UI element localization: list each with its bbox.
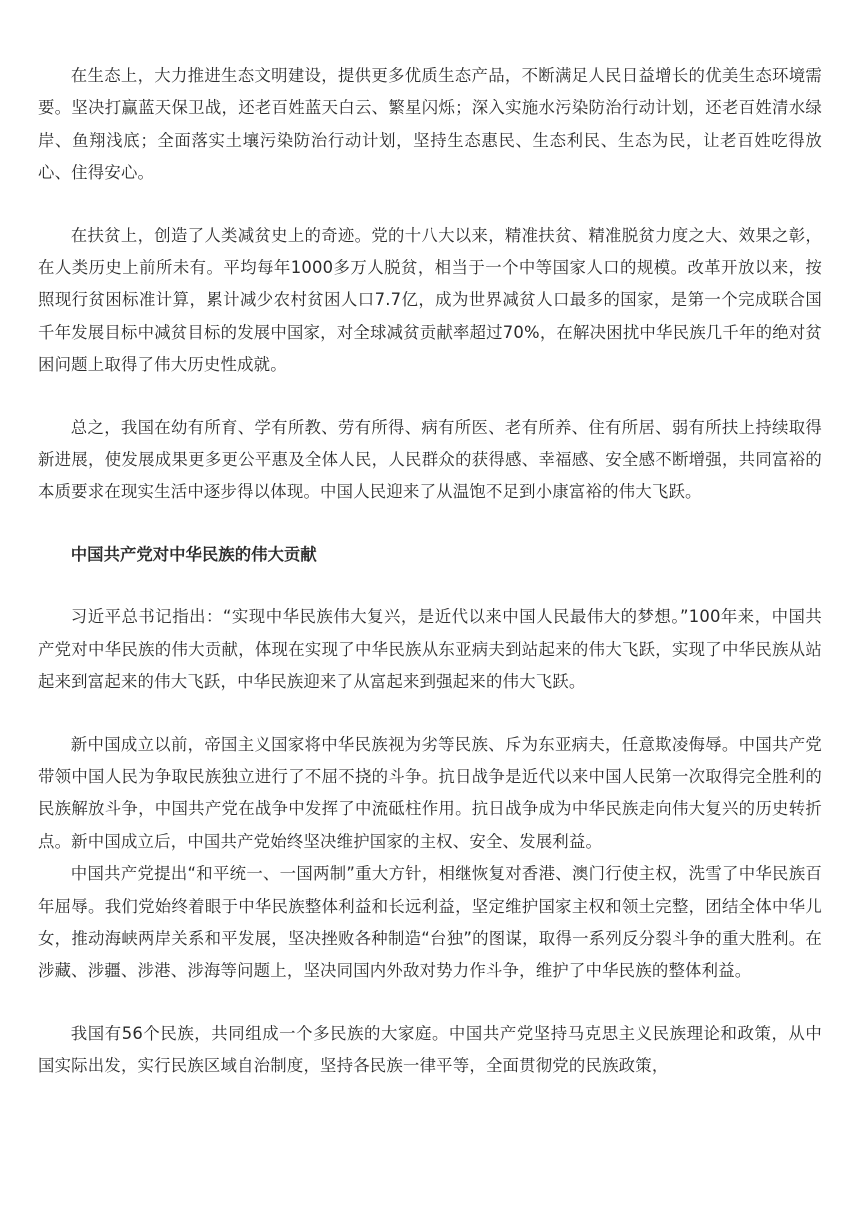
paragraph-unification: 中国共产党提出“和平统一、一国两制”重大方针，相继恢复对香港、澳门行使主权，洗雪了中华民族百年屈辱。我们党始终着眼于中华民族整体利益和长远利益，坚定维护国家主权和领土完整，团结全体中华儿女，推动海峡两岸关系和平发展，坚决挫败各种制造“台独”的图谋，取得一系列反分裂斗争的重大胜利。在涉藏、涉疆、涉港、涉海等问题上，坚决同国内外敌对势力作斗争，维护了中华民族的整体利益。 <box>38 864 822 981</box>
paragraph-poverty: 在扶贫上，创造了人类减贫史上的奇迹。党的十八大以来，精准扶贫、精准脱贫力度之大、效果之彰，在人类历史上前所未有。平均每年1000多万人脱贫，相当于一个中等国家人口的规模。改革开放以来，按照现行贫困标准计算，累计减少农村贫困人口7.7亿，成为世界减贫人口最多的国家，是第一个完成联合国千年发展目标中减贫目标的发展中国家，对全球减贫贡献率超过70%，在解决困扰中华民族几千年的绝对贫困问题上取得了伟大历史性成就。 <box>38 225 822 375</box>
paragraph-ecology: 在生态上，大力推进生态文明建设，提供更多优质生态产品，不断满足人民日益增长的优美生态环境需要。坚决打赢蓝天保卫战，还老百姓蓝天白云、繁星闪烁；深入实施水污染防治行动计划，还老百姓清水绿岸、鱼翔浅底；全面落实土壤污染防治行动计划，坚持生态惠民、生态利民、生态为民，让老百姓吃得放心、住得安心。 <box>38 66 822 183</box>
paragraph-history: 新中国成立以前，帝国主义国家将中华民族视为劣等民族、斥为东亚病夫，任意欺凌侮辱。中国共产党带领中国人民为争取民族独立进行了不屈不挠的斗争。抗日战争是近代以来中国人民第一次取得完全胜利的民族解放斗争，中国共产党在战争中发挥了中流砥柱作用。抗日战争成为中华民族走向伟大复兴的历史转折点。新中国成立后，中国共产党始终坚决维护国家的主权、安全、发展利益。 <box>38 734 822 851</box>
section-heading: 中国共产党对中华民族的伟大贡献 <box>70 544 317 564</box>
paragraph-quote: 习近平总书记指出：“实现中华民族伟大复兴，是近代以来中国人民最伟大的梦想。”100年来，中国共产党对中华民族的伟大贡献，体现在实现了中华民族从东亚病夫到站起来的伟大飞跃，实现了中华民族从站起来到富起来的伟大飞跃，中华民族迎来了从富起来到强起来的伟大飞跃。 <box>38 607 822 692</box>
article-body <box>38 60 822 1083</box>
paragraph-ethnic: 我国有56个民族，共同组成一个多民族的大家庭。中国共产党坚持马克思主义民族理论和政策，从中国实际出发，实行民族区域自治制度，坚持各民族一律平等，全面贯彻党的民族政策， <box>38 1023 822 1076</box>
paragraph-summary: 总之，我国在幼有所育、学有所教、劳有所得、病有所医、老有所养、住有所居、弱有所扶上持续取得新进展，使发展成果更多更公平惠及全体人民，人民群众的获得感、幸福感、安全感不断增强，共同富裕的本质要求在现实生活中逐步得以体现。中国人民迎来了从温饱不足到小康富裕的伟大飞跃。 <box>38 417 822 502</box>
